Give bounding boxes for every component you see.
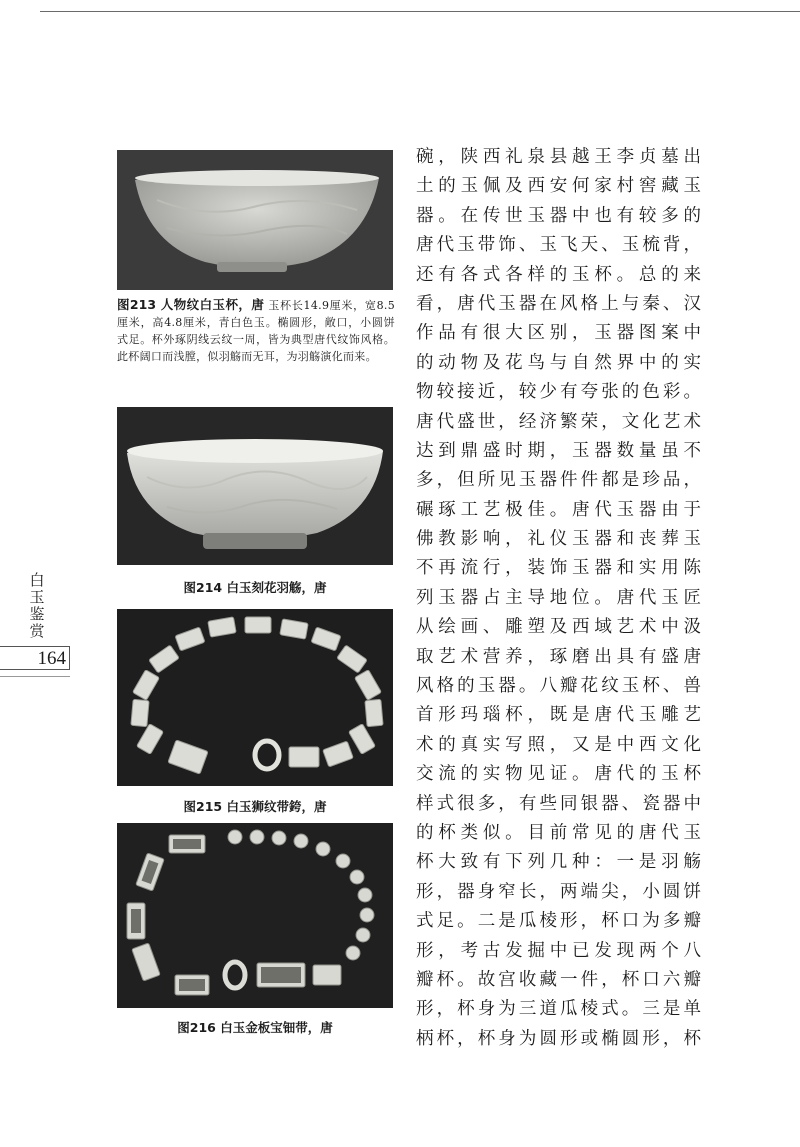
body-line: 瓣杯。故宫收藏一件，杯口六瓣 [416,969,701,990]
side-section-label [26,572,48,640]
body-line: 不再流行，装饰玉器和实用陈 [416,558,701,579]
body-line: 器。在传世玉器中也有较多的 [416,205,701,226]
body-line: 交流的实物见证。唐代的玉杯 [416,764,701,785]
body-line: 式足。二是瓜棱形，杯口为多瓣 [416,911,701,932]
body-line: 柄杯，杯身为圆形或椭圆形，杯 [416,1028,701,1049]
figure-213-label: 图213 人物纹白玉杯，唐 [117,297,265,312]
figure-216-caption: 图216 白玉金板宝钿带，唐 [177,1020,333,1035]
body-line: 作品有很大区别，玉器图案中 [416,323,701,344]
figure-216-photo [117,823,393,1008]
body-line: 的动物及花鸟与自然界中的实 [416,352,701,373]
figure-213-description: 玉杯长14.9厘米，宽8.5厘米，高4.8厘米，青白色玉。椭圆形，敞口，小圆饼式足。杯外琢阴线云纹一周，皆为典型唐代纹饰风格。此杯阔口而浅膛，似羽觞而无耳，为羽觞演化而来。 [117,299,395,363]
body-line: 物较接近，较少有夸张的色彩。 [416,382,701,403]
body-line: 形，器身窄长，两端尖，小圆饼 [416,881,701,902]
side-label-char: 白 [29,571,45,589]
side-label-char: 赏 [29,622,45,640]
body-line: 碗，陕西礼泉县越王李贞墓出 [416,147,701,167]
body-line: 达到鼎盛时期，玉器数量虽不 [416,440,701,461]
page-number-rule [0,676,70,677]
body-line: 从绘画、雕塑及西域艺术中汲 [416,617,701,638]
figure-213-photo [117,150,393,290]
body-line: 看，唐代玉器在风格上与秦、汉 [416,293,701,314]
side-label-char: 玉 [29,588,45,606]
body-line: 土的玉佩及西安何家村窖藏玉 [416,176,701,197]
body-line: 风格的玉器。八瓣花纹玉杯、兽 [416,676,701,697]
body-line: 形，考古发掘中已发现两个八 [416,940,701,961]
figure-214-photo [117,407,393,565]
body-line: 唐代盛世，经济繁荣，文化艺术 [416,411,701,432]
figure-215-photo [117,609,393,786]
page-number: 164 [0,646,70,670]
side-label-char: 鉴 [29,605,45,623]
body-line: 杯大致有下列几种：一是羽觞 [416,852,701,873]
body-line: 列玉器占主导地位。唐代玉匠 [416,587,701,608]
body-line: 样式很多，有些同银器、瓷器中 [416,793,701,814]
body-line: 的杯类似。目前常见的唐代玉 [416,822,701,843]
figure-213-caption [117,296,395,365]
figure-215-caption: 图215 白玉狮纹带銙，唐 [183,799,327,814]
body-line: 形，杯身为三道瓜棱式。三是单 [416,999,701,1020]
body-line: 取艺术营养，琢磨出具有盛唐 [416,646,701,667]
figure-214-caption: 图214 白玉刻花羽觞，唐 [183,580,327,595]
body-text [416,143,701,1054]
body-line: 还有各式各样的玉杯。总的来 [416,264,701,285]
body-line: 术的真实写照，又是中西文化 [416,734,701,755]
body-line: 首形玛瑙杯，既是唐代玉雕艺 [416,705,701,726]
body-line: 唐代玉带饰、玉飞天、玉梳背， [416,235,701,256]
top-rule [40,11,800,12]
body-line: 佛教影响，礼仪玉器和丧葬玉 [416,529,701,550]
body-line: 碾琢工艺极佳。唐代玉器由于 [416,499,701,520]
body-line: 多，但所见玉器件件都是珍品， [416,470,701,491]
